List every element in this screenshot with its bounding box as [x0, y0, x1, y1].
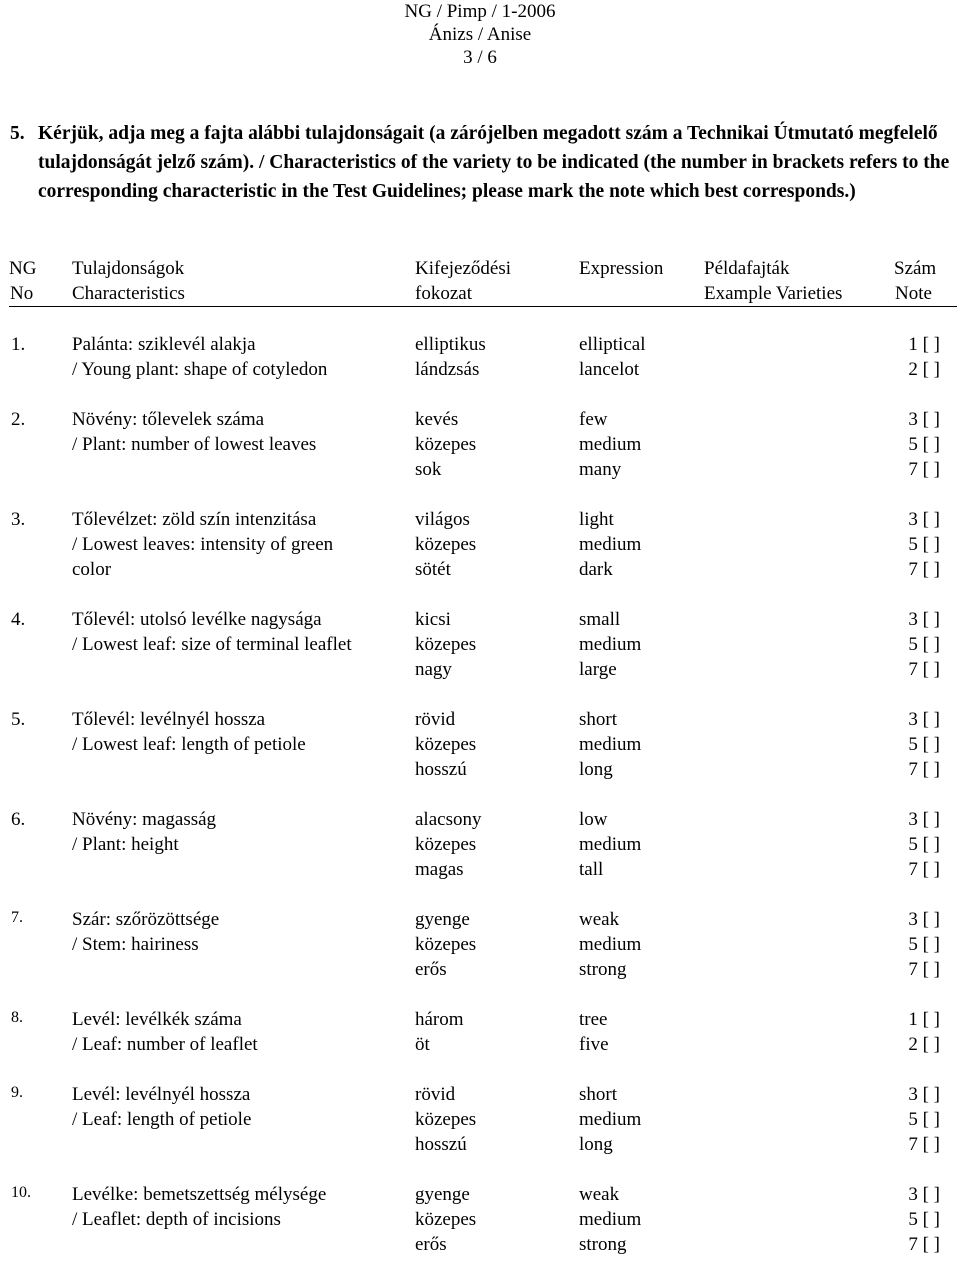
characteristic-line — [0, 707, 960, 732]
characteristic-name: / Lowest leaves: intensity of green — [72, 534, 334, 555]
characteristic-number: 2. — [11, 409, 26, 430]
expression-en: elliptical — [579, 334, 646, 355]
expression-hu: öt — [415, 1034, 430, 1055]
expression-hu: rövid — [415, 709, 456, 730]
characteristic-line — [0, 407, 960, 432]
characteristic-line — [0, 957, 960, 982]
note-checkbox[interactable]: 5 [ ] — [908, 1109, 940, 1130]
column-headers — [0, 256, 960, 306]
expression-hu: közepes — [415, 634, 477, 655]
note-checkbox[interactable]: 7 [ ] — [908, 759, 940, 780]
characteristic-name: Tőlevélzet: zöld szín intenzitása — [72, 509, 317, 530]
characteristic-number: 3. — [11, 509, 26, 530]
characteristic-name: / Lowest leaf: size of terminal leaflet — [72, 634, 352, 655]
expression-en: long — [579, 1134, 613, 1155]
header-expression: Expression — [579, 258, 664, 279]
characteristic-line — [0, 1232, 960, 1257]
expression-hu: hosszú — [415, 1134, 467, 1155]
note-checkbox[interactable]: 5 [ ] — [908, 734, 940, 755]
characteristic-row — [0, 507, 960, 582]
expression-en: medium — [579, 634, 642, 655]
expression-hu: közepes — [415, 734, 477, 755]
characteristic-number: 4. — [11, 609, 26, 630]
note-checkbox[interactable]: 7 [ ] — [908, 1234, 940, 1255]
characteristic-row — [0, 332, 960, 382]
expression-hu: erős — [415, 1234, 447, 1255]
characteristic-name: / Leaf: length of petiole — [72, 1109, 252, 1130]
expression-hu: közepes — [415, 934, 477, 955]
note-checkbox[interactable]: 3 [ ] — [908, 709, 940, 730]
characteristic-row — [0, 607, 960, 682]
expression-en: medium — [579, 734, 642, 755]
header-szam: Szám — [894, 258, 937, 279]
note-checkbox[interactable]: 2 [ ] — [908, 1034, 940, 1055]
characteristic-line — [0, 807, 960, 832]
note-checkbox[interactable]: 3 [ ] — [908, 1184, 940, 1205]
expression-hu: sok — [415, 459, 442, 480]
characteristic-name: / Leaf: number of leaflet — [72, 1034, 258, 1055]
header-example-varieties: Example Varieties — [704, 283, 843, 304]
note-checkbox[interactable]: 5 [ ] — [908, 834, 940, 855]
expression-en: many — [579, 459, 622, 480]
expression-en: weak — [579, 1184, 620, 1205]
expression-hu: gyenge — [415, 1184, 470, 1205]
expression-hu: három — [415, 1009, 464, 1030]
expression-en: medium — [579, 534, 642, 555]
section-instructions: Kérjük, adja meg a fajta alábbi tulajdonságait (a zárójelben megadott szám a Technikai Útmutató megfelelő tulajdonságát jelző szám). / Characteristics of the variety to be indicated (the number in brackets refers to the corresponding characteristic in the Test Guidelines; please mark the note which best corresponds.) — [38, 123, 950, 202]
expression-en: medium — [579, 834, 642, 855]
expression-en: tree — [579, 1009, 608, 1030]
characteristic-number: 10. — [11, 1184, 31, 1201]
characteristic-name: Növény: magasság — [72, 809, 217, 830]
characteristic-line — [0, 607, 960, 632]
characteristic-name: / Plant: height — [72, 834, 179, 855]
expression-en: small — [579, 609, 621, 630]
page-header — [0, 0, 960, 69]
page-number: 3 / 6 — [463, 47, 497, 68]
characteristic-name: / Young plant: shape of cotyledon — [72, 359, 328, 380]
characteristic-row — [0, 1182, 960, 1257]
expression-hu: rövid — [415, 1084, 456, 1105]
characteristic-name: / Leaflet: depth of incisions — [72, 1209, 281, 1230]
characteristic-line — [0, 1007, 960, 1032]
expression-en: lancelot — [579, 359, 640, 380]
characteristic-line — [0, 1207, 960, 1232]
characteristic-name: / Stem: hairiness — [72, 934, 199, 955]
expression-en: tall — [579, 859, 604, 880]
characteristic-number: 8. — [11, 1009, 23, 1026]
note-checkbox[interactable]: 5 [ ] — [908, 934, 940, 955]
expression-en: short — [579, 1084, 617, 1105]
characteristics-table — [0, 332, 960, 1282]
expression-hu: kevés — [415, 409, 459, 430]
species-name: Ánizs / Anise — [428, 24, 532, 45]
note-checkbox[interactable]: 7 [ ] — [908, 459, 940, 480]
expression-hu: lándzsás — [415, 359, 480, 380]
expression-en: medium — [579, 934, 642, 955]
header-note: Note — [895, 283, 932, 304]
characteristic-row — [0, 1007, 960, 1057]
characteristic-name: / Plant: number of lowest leaves — [72, 434, 317, 455]
characteristic-name: Tőlevél: utolsó levélke nagysága — [72, 609, 322, 630]
note-checkbox[interactable]: 5 [ ] — [908, 634, 940, 655]
characteristic-line — [0, 507, 960, 532]
note-checkbox[interactable]: 1 [ ] — [908, 1009, 940, 1030]
note-checkbox[interactable]: 7 [ ] — [908, 959, 940, 980]
characteristic-line — [0, 907, 960, 932]
expression-en: low — [579, 809, 608, 830]
document-code: NG / Pimp / 1-2006 — [404, 1, 556, 22]
expression-en: medium — [579, 1109, 642, 1130]
expression-en: long — [579, 759, 613, 780]
expression-en: short — [579, 709, 617, 730]
expression-en: five — [579, 1034, 609, 1055]
characteristic-line — [0, 757, 960, 782]
characteristic-line — [0, 1032, 960, 1057]
note-checkbox[interactable]: 3 [ ] — [908, 1084, 940, 1105]
note-checkbox[interactable]: 3 [ ] — [908, 809, 940, 830]
expression-en: dark — [579, 559, 613, 580]
note-checkbox[interactable]: 7 [ ] — [908, 559, 940, 580]
characteristic-line — [0, 1107, 960, 1132]
expression-hu: nagy — [415, 659, 452, 680]
characteristic-name: Palánta: sziklevél alakja — [72, 334, 256, 355]
characteristic-row — [0, 1082, 960, 1157]
characteristic-name: Szár: szőrözöttsége — [72, 909, 220, 930]
expression-en: large — [579, 659, 617, 680]
characteristic-number: 5. — [11, 709, 26, 730]
note-checkbox[interactable]: 5 [ ] — [908, 434, 940, 455]
characteristic-name: Tőlevél: levélnyél hossza — [72, 709, 266, 730]
characteristic-line — [0, 657, 960, 682]
header-divider — [9, 306, 957, 307]
note-checkbox[interactable]: 5 [ ] — [908, 534, 940, 555]
characteristic-row — [0, 807, 960, 882]
characteristic-line — [0, 357, 960, 382]
expression-hu: közepes — [415, 534, 477, 555]
characteristic-row — [0, 707, 960, 782]
header-tulajdonsagok: Tulajdonságok — [72, 258, 185, 279]
characteristic-line — [0, 1082, 960, 1107]
characteristic-line — [0, 557, 960, 582]
expression-hu: világos — [415, 509, 470, 530]
expression-hu: közepes — [415, 834, 477, 855]
characteristic-number: 7. — [11, 909, 23, 926]
section-number: 5. — [10, 123, 25, 144]
expression-hu: sötét — [415, 559, 451, 580]
note-checkbox[interactable]: 7 [ ] — [908, 659, 940, 680]
characteristic-line — [0, 1182, 960, 1207]
note-checkbox[interactable]: 3 [ ] — [908, 909, 940, 930]
characteristic-name: Növény: tőlevelek száma — [72, 409, 265, 430]
characteristic-line — [0, 732, 960, 757]
expression-en: weak — [579, 909, 620, 930]
expression-hu: gyenge — [415, 909, 470, 930]
characteristic-line — [0, 932, 960, 957]
note-checkbox[interactable]: 1 [ ] — [908, 334, 940, 355]
characteristic-line — [0, 432, 960, 457]
expression-hu: hosszú — [415, 759, 467, 780]
characteristic-line — [0, 1132, 960, 1157]
characteristic-row — [0, 907, 960, 982]
characteristic-name: Levél: levélnyél hossza — [72, 1084, 251, 1105]
characteristic-number: 6. — [11, 809, 26, 830]
characteristic-name: Levél: levélkék száma — [72, 1009, 242, 1030]
header-characteristics: Characteristics — [72, 283, 185, 304]
characteristic-number: 1. — [11, 334, 26, 355]
characteristic-name: / Lowest leaf: length of petiole — [72, 734, 306, 755]
expression-en: strong — [579, 1234, 627, 1255]
characteristic-line — [0, 332, 960, 357]
characteristic-line — [0, 457, 960, 482]
characteristic-number: 9. — [11, 1084, 23, 1101]
note-checkbox[interactable]: 7 [ ] — [908, 1134, 940, 1155]
characteristic-row — [0, 407, 960, 482]
characteristic-line — [0, 857, 960, 882]
characteristic-line — [0, 832, 960, 857]
note-checkbox[interactable]: 5 [ ] — [908, 1209, 940, 1230]
expression-hu: közepes — [415, 434, 477, 455]
expression-en: medium — [579, 1209, 642, 1230]
characteristic-name: color — [72, 559, 112, 580]
expression-hu: magas — [415, 859, 464, 880]
header-kifejezodesi: Kifejeződési — [415, 258, 512, 279]
characteristic-name: Levélke: bemetszettség mélysége — [72, 1184, 327, 1205]
characteristic-line — [0, 532, 960, 557]
header-fokozat: fokozat — [415, 283, 472, 304]
header-ng: NG — [9, 258, 37, 279]
expression-hu: közepes — [415, 1109, 477, 1130]
note-checkbox[interactable]: 3 [ ] — [908, 509, 940, 530]
note-checkbox[interactable]: 2 [ ] — [908, 359, 940, 380]
note-checkbox[interactable]: 7 [ ] — [908, 859, 940, 880]
note-checkbox[interactable]: 3 [ ] — [908, 609, 940, 630]
expression-hu: erős — [415, 959, 447, 980]
header-peldafajtak: Példafajták — [704, 258, 790, 279]
expression-hu: kicsi — [415, 609, 451, 630]
note-checkbox[interactable]: 3 [ ] — [908, 409, 940, 430]
header-no: No — [10, 283, 34, 304]
expression-en: few — [579, 409, 608, 430]
expression-en: light — [579, 509, 614, 530]
characteristic-line — [0, 632, 960, 657]
expression-hu: közepes — [415, 1209, 477, 1230]
expression-en: strong — [579, 959, 627, 980]
expression-en: medium — [579, 434, 642, 455]
expression-hu: elliptikus — [415, 334, 486, 355]
expression-hu: alacsony — [415, 809, 482, 830]
